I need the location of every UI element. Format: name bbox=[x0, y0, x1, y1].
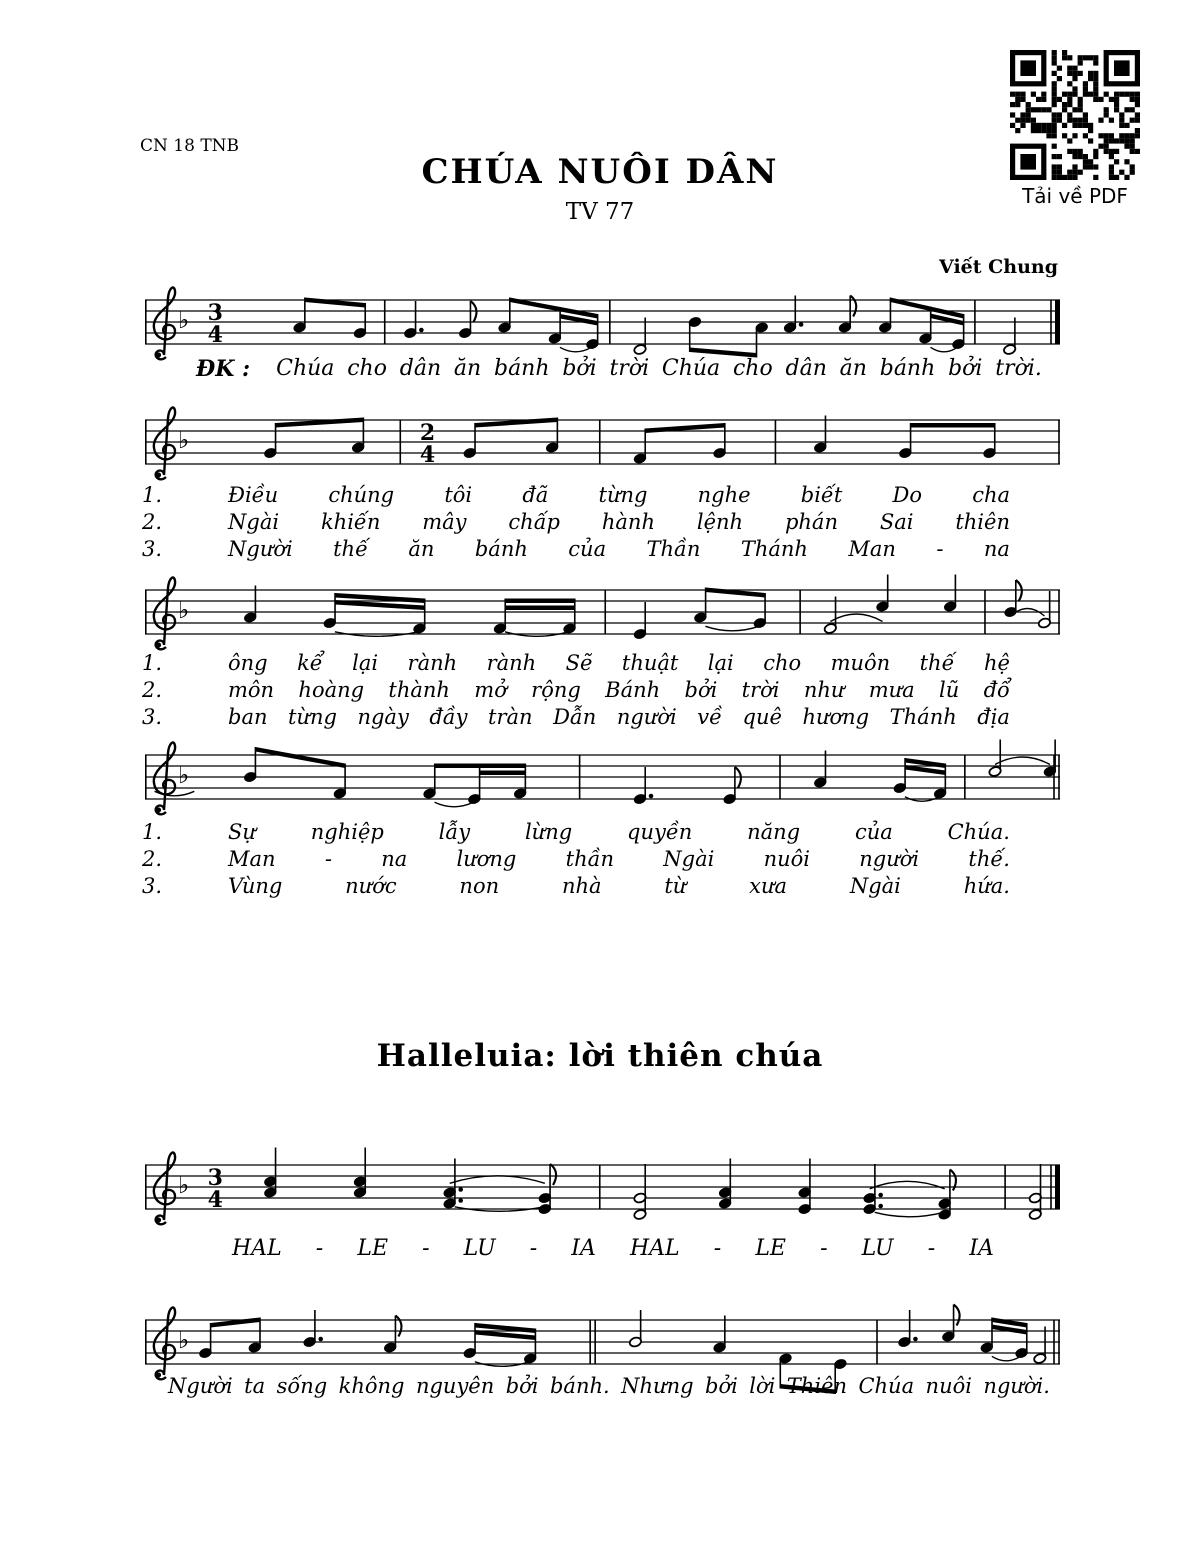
composer-credit: Viết Chung bbox=[939, 256, 1058, 278]
lyric-word: đã bbox=[522, 483, 549, 507]
lyric-word: bánh bbox=[493, 356, 550, 381]
lyric-word: từng bbox=[288, 705, 337, 729]
lyric-word: mây bbox=[422, 510, 467, 534]
lyric-word: hành bbox=[601, 510, 655, 534]
lyric-word: Thiên bbox=[786, 1374, 847, 1398]
lyric-word: lại bbox=[707, 651, 734, 675]
lyric-word: nguyên bbox=[415, 1374, 495, 1398]
lyric-word: Chúa bbox=[276, 356, 335, 381]
lyric-word: chúng bbox=[328, 483, 395, 507]
lyric-word: Thánh bbox=[889, 705, 957, 729]
lyric-word: đổ bbox=[983, 678, 1010, 702]
svg-text:♭: ♭ bbox=[178, 1171, 190, 1199]
verse-number: 3. bbox=[142, 705, 163, 729]
lyric-word: rộng bbox=[531, 678, 581, 702]
lyric-word: người bbox=[616, 705, 677, 729]
lyric-word: Chúa bbox=[661, 356, 721, 381]
svg-text:3: 3 bbox=[207, 300, 223, 326]
lyric-word: nước bbox=[345, 874, 397, 898]
svg-text:♭: ♭ bbox=[178, 426, 190, 454]
lyric-word: - bbox=[529, 1236, 538, 1261]
lyric-word: LE bbox=[755, 1236, 786, 1261]
verse-words bbox=[228, 874, 1010, 898]
verse-number: 1. bbox=[142, 651, 163, 675]
lyric-word: từng bbox=[598, 483, 648, 507]
lyric-word: mưa bbox=[868, 678, 915, 702]
lyric-word: đầy bbox=[429, 705, 468, 729]
lyric-word: - bbox=[936, 537, 944, 561]
lyric-word: - bbox=[422, 1236, 430, 1261]
lyric-word: lời bbox=[749, 1374, 776, 1398]
lyric-word: cho bbox=[347, 356, 387, 381]
lyric-word: - bbox=[927, 1236, 936, 1261]
lyric-word: tràn bbox=[488, 705, 533, 729]
verse-row bbox=[132, 847, 1018, 874]
lyric-word: - bbox=[324, 847, 332, 871]
lyric-word: người. bbox=[983, 1374, 1050, 1398]
svg-text:4: 4 bbox=[207, 1187, 223, 1213]
halleluia-lyrics-row bbox=[232, 1236, 994, 1261]
lyric-word: xưa bbox=[749, 874, 787, 898]
svg-text:4: 4 bbox=[207, 322, 223, 348]
lyric-word: thế bbox=[333, 537, 368, 561]
lyric-word: HAL bbox=[629, 1236, 680, 1261]
lyric-word: như bbox=[803, 678, 845, 702]
lyric-word: thuật bbox=[621, 651, 679, 675]
lyric-word: ăn bbox=[453, 356, 482, 381]
verse-row bbox=[132, 537, 1018, 564]
staff-halleluia-1 bbox=[145, 1129, 1060, 1251]
verse-words bbox=[228, 678, 1010, 702]
lyric-word: của bbox=[854, 820, 893, 844]
song1-subtitle: TV 77 bbox=[565, 199, 635, 225]
lyric-word: của bbox=[568, 537, 607, 561]
lyric-word: ăn bbox=[408, 537, 435, 561]
lyric-word: Man bbox=[848, 537, 896, 561]
lyric-word: Ngài bbox=[849, 874, 901, 898]
lyric-word: hoàng bbox=[298, 678, 365, 702]
verse-words bbox=[228, 651, 1010, 675]
lyric-word: bánh bbox=[879, 356, 936, 381]
download-pdf-link[interactable]: Tải về PDF bbox=[1022, 184, 1128, 208]
lyric-word: sống bbox=[276, 1374, 328, 1398]
svg-text:♭: ♭ bbox=[178, 1326, 190, 1354]
svg-text:4: 4 bbox=[419, 442, 436, 468]
verse-number: 3. bbox=[142, 537, 163, 561]
lyric-word: môn bbox=[228, 678, 275, 702]
document-code: CN 18 TNB bbox=[140, 136, 240, 156]
lyric-word: kể bbox=[297, 651, 323, 675]
lyric-word: từ bbox=[664, 874, 687, 898]
verse-words bbox=[228, 705, 1010, 729]
verse-group-3 bbox=[132, 820, 1018, 901]
lyric-word: dân bbox=[785, 356, 827, 381]
verse-number: 2. bbox=[142, 678, 163, 702]
verse-row bbox=[132, 483, 1018, 510]
qr-code[interactable] bbox=[1010, 50, 1140, 180]
refrain-words bbox=[276, 356, 1042, 382]
lyric-word: non bbox=[459, 874, 500, 898]
lyric-word: năng bbox=[747, 820, 801, 844]
lyric-word: bởi bbox=[705, 1374, 738, 1398]
lyric-word: bởi bbox=[562, 356, 597, 381]
verse-words bbox=[228, 537, 1010, 561]
svg-text:3: 3 bbox=[207, 1165, 223, 1191]
lyric-word: cha bbox=[972, 483, 1010, 507]
lyric-word: ban bbox=[228, 705, 268, 729]
lyric-word: Nhưng bbox=[621, 1374, 694, 1398]
lyric-word: Ngài bbox=[228, 510, 280, 534]
lyric-word: - bbox=[315, 1236, 324, 1261]
lyric-word: ngày bbox=[357, 705, 409, 729]
svg-text:♭: ♭ bbox=[178, 596, 190, 624]
lyric-word: bởi bbox=[684, 678, 718, 702]
lyric-word: hứa. bbox=[963, 874, 1010, 898]
verse-group-2 bbox=[132, 651, 1018, 732]
lyric-word: ông bbox=[228, 651, 268, 675]
lyric-word: Người bbox=[168, 1374, 233, 1398]
verse-group-1 bbox=[132, 483, 1018, 564]
svg-text:2: 2 bbox=[419, 420, 436, 446]
lyric-word: thế. bbox=[968, 847, 1010, 871]
lyric-word: về bbox=[697, 705, 723, 729]
lyric-word: bởi bbox=[948, 356, 983, 381]
lyric-word: bởi bbox=[505, 1374, 539, 1398]
lyric-word: Sai bbox=[879, 510, 914, 534]
lyric-word: mở bbox=[474, 678, 507, 702]
lyric-word: nhà bbox=[561, 874, 602, 898]
lyric-word: muôn bbox=[830, 651, 891, 675]
lyric-word: trời bbox=[741, 678, 780, 702]
lyric-word: hệ bbox=[983, 651, 1010, 675]
lyric-word: chấp bbox=[508, 510, 561, 534]
lyric-word: thần bbox=[565, 847, 614, 871]
lyric-word: - bbox=[820, 1236, 828, 1261]
lyric-word: LE bbox=[357, 1236, 389, 1261]
song1-title: CHÚA NUÔI DÂN bbox=[421, 152, 779, 192]
lyric-word: Thần bbox=[646, 537, 701, 561]
lyric-word: IA bbox=[571, 1236, 596, 1261]
lyric-word: nuôi bbox=[763, 847, 811, 871]
lyric-word: dân bbox=[399, 356, 442, 381]
lyric-word: - bbox=[713, 1236, 722, 1261]
lyric-word: thiên bbox=[955, 510, 1010, 534]
lyric-word: ta bbox=[244, 1374, 266, 1398]
svg-text:♭: ♭ bbox=[178, 761, 190, 789]
refrain-lyrics-row bbox=[196, 356, 1042, 382]
lyric-word: nuôi bbox=[925, 1374, 972, 1398]
song2-verse-lyrics-row bbox=[168, 1374, 1050, 1398]
verse-number: 1. bbox=[142, 820, 163, 844]
lyric-word: rành bbox=[486, 651, 537, 675]
lyric-word: Người bbox=[228, 537, 293, 561]
verse-words bbox=[228, 847, 1010, 871]
lyric-word: Vùng bbox=[228, 874, 283, 898]
lyric-word: người bbox=[859, 847, 920, 871]
lyric-word: khiến bbox=[320, 510, 381, 534]
verse-words bbox=[228, 483, 1010, 507]
lyric-word: lại bbox=[352, 651, 379, 675]
lyric-word: lương bbox=[456, 847, 517, 871]
verse-words bbox=[228, 820, 1010, 844]
lyric-word: không bbox=[338, 1374, 405, 1398]
lyric-word: phán bbox=[784, 510, 838, 534]
verse-number: 2. bbox=[142, 847, 163, 871]
verse-row bbox=[132, 678, 1018, 705]
lyric-word: bánh bbox=[474, 537, 528, 561]
verse-row bbox=[132, 510, 1018, 537]
lyric-word: na bbox=[381, 847, 408, 871]
lyric-word: ăn bbox=[839, 356, 867, 381]
lyric-word: Chúa bbox=[858, 1374, 915, 1398]
lyric-word: Bánh bbox=[605, 678, 661, 702]
svg-text:♭: ♭ bbox=[178, 306, 190, 334]
lyric-word: Ngài bbox=[663, 847, 715, 871]
lyric-word: lẫy bbox=[438, 820, 471, 844]
lyric-word: lừng bbox=[524, 820, 573, 844]
lyric-word: Sẽ bbox=[565, 651, 593, 675]
lyric-word: IA bbox=[969, 1236, 994, 1261]
lyric-word: tôi bbox=[444, 483, 473, 507]
verse-number: 1. bbox=[142, 483, 163, 507]
lyric-word: quê bbox=[742, 705, 782, 729]
verse-number: 2. bbox=[142, 510, 163, 534]
lyric-word: hương bbox=[802, 705, 870, 729]
verse-words bbox=[228, 510, 1010, 534]
lyric-word: trời bbox=[609, 356, 650, 381]
lyric-word: Thánh bbox=[740, 537, 808, 561]
lyric-word: bánh. bbox=[549, 1374, 610, 1398]
verse-row bbox=[132, 705, 1018, 732]
lyric-word: cho bbox=[763, 651, 802, 675]
lyric-word: Sự bbox=[228, 820, 256, 844]
lyric-word: trời. bbox=[995, 356, 1042, 381]
lyric-word: nghiệp bbox=[310, 820, 384, 844]
song2-title: Halleluia: lời thiên chúa bbox=[376, 1038, 824, 1074]
lyric-word: thế bbox=[919, 651, 955, 675]
lyric-word: rành bbox=[407, 651, 458, 675]
lyric-word: Điều bbox=[228, 483, 279, 507]
lyric-word: lệnh bbox=[696, 510, 744, 534]
lyric-word: biết bbox=[800, 483, 843, 507]
lyric-word: LU bbox=[861, 1236, 894, 1261]
lyric-word: na bbox=[983, 537, 1010, 561]
verse-row bbox=[132, 820, 1018, 847]
verse-row bbox=[132, 874, 1018, 901]
lyric-word: Do bbox=[892, 483, 922, 507]
lyric-word: Man bbox=[228, 847, 276, 871]
refrain-label: ĐK : bbox=[196, 356, 251, 382]
lyric-word: Dẫn bbox=[553, 705, 597, 729]
lyric-word: LU bbox=[463, 1236, 496, 1261]
lyric-word: thành bbox=[388, 678, 450, 702]
verse-number: 3. bbox=[142, 874, 163, 898]
lyric-word: cho bbox=[732, 356, 773, 381]
lyric-word: nghe bbox=[697, 483, 751, 507]
lyric-word: địa bbox=[977, 705, 1010, 729]
lyric-word: HAL bbox=[232, 1236, 282, 1261]
verse-row bbox=[132, 651, 1018, 678]
lyric-word: Chúa. bbox=[947, 820, 1010, 844]
lyric-word: quyền bbox=[627, 820, 693, 844]
lyric-word: lũ bbox=[939, 678, 960, 702]
